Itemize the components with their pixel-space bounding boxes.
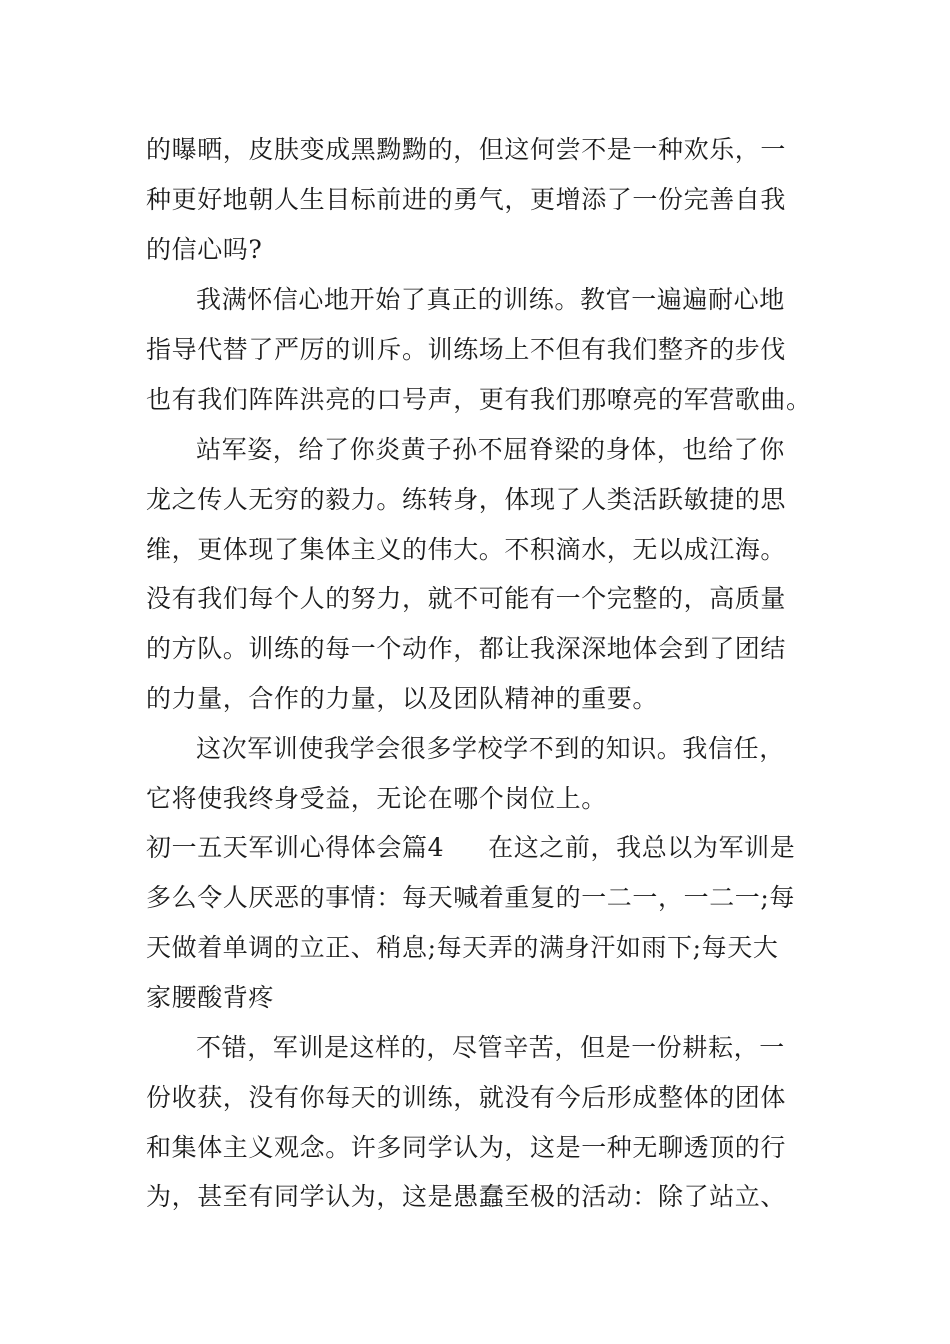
text-line: 的信心吗? [146,235,263,264]
text-line: 种更好地朝人生目标前进的勇气，更增添了一份完善自我 [146,185,787,214]
section-heading-line [146,831,818,865]
paragraph-start-line: 不错，军训是这样的，尽管辛苦，但是一份耕耘，一 [196,1033,785,1062]
text-line: 的方队。训练的每一个动作，都让我深深地体会到了团结 [146,634,787,663]
text-line: 多么令人厌恶的事情：每天喊着重复的一二一，一二一;每 [146,883,796,912]
paragraph-start-line: 我满怀信心地开始了真正的训练。教官一遍遍耐心地 [196,285,785,314]
text-line: 没有我们每个人的努力，就不可能有一个完整的，高质量 [146,584,787,613]
text-line: 龙之传人无穷的毅力。练转身，体现了人类活跃敏捷的思 [146,485,787,514]
text-line: 也有我们阵阵洪亮的口号声，更有我们那嘹亮的军营歌曲。 [146,385,812,414]
text-line: 它将使我终身受益，无论在哪个岗位上。 [146,784,607,813]
text-line: 在这之前，我总以为军训是 [488,833,796,862]
text-line: 的曝晒，皮肤变成黑黝黝的，但这何尝不是一种欢乐，一 [146,135,787,164]
text-line: 的力量，合作的力量，以及团队精神的重要。 [146,684,659,713]
text-line: 天做着单调的立正、稍息;每天弄的满身汗如雨下;每天大 [146,933,779,962]
section-heading: 初一五天军训心得体会篇4 [146,833,445,862]
paragraph-start-line: 站军姿，给了你炎黄子孙不屈脊梁的身体，也给了你 [196,435,785,464]
paragraph-start-line: 这次军训使我学会很多学校学不到的知识。我信任， [196,734,785,763]
text-line: 和集体主义观念。许多同学认为，这是一种无聊透顶的行 [146,1133,787,1162]
text-line: 指导代替了严厉的训斥。训练场上不但有我们整齐的步伐 [146,335,787,364]
text-line: 份收获，没有你每天的训练，就没有今后形成整体的团体 [146,1083,787,1112]
text-line: 家腰酸背疼 [146,983,275,1012]
text-line: 维，更体现了集体主义的伟大。不积滴水，无以成江海。 [146,535,787,564]
text-line: 为，甚至有同学认为，这是愚蠢至极的活动：除了站立、 [146,1182,787,1211]
